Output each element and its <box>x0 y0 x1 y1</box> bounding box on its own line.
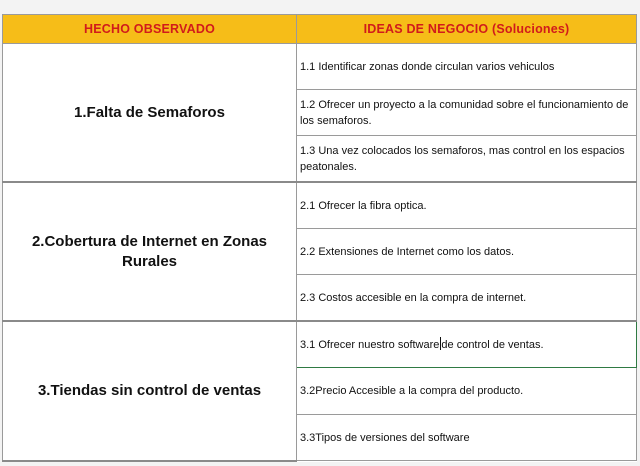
idea-3-1-text-tail: de control de ventas. <box>441 338 544 351</box>
top-margin <box>0 0 640 14</box>
idea-cell-2-2[interactable]: 2.2 Extensiones de Internet como los datos. <box>297 229 637 275</box>
business-ideas-table <box>2 14 637 462</box>
idea-cell-1-1[interactable]: 1.1 Identificar zonas donde circulan varios vehiculos <box>297 44 637 90</box>
header-business-ideas: IDEAS DE NEGOCIO (Soluciones) <box>297 15 637 44</box>
idea-cell-3-3[interactable]: 3.3Tipos de versiones del software <box>297 415 637 461</box>
idea-cell-1-2[interactable]: 1.2 Ofrecer un proyecto a la comunidad sobre el funcionamiento de los semaforos. <box>297 90 637 136</box>
header-observed-fact: HECHO OBSERVADO <box>3 15 297 44</box>
idea-cell-3-1-selected[interactable] <box>297 321 637 368</box>
table-row <box>3 321 637 368</box>
table-row <box>3 44 637 90</box>
fact-cell-3[interactable]: 3.Tiendas sin control de ventas <box>3 321 297 461</box>
table-row <box>3 182 637 229</box>
fact-cell-1[interactable]: 1.Falta de Semaforos <box>3 44 297 183</box>
fact-cell-2[interactable]: 2.Cobertura de Internet en Zonas Rurales <box>3 182 297 321</box>
table-header-row <box>3 15 637 44</box>
idea-cell-3-2[interactable]: 3.2Precio Accesible a la compra del producto. <box>297 368 637 415</box>
idea-3-1-text: 3.1 Ofrecer nuestro software <box>300 338 440 351</box>
idea-cell-1-3[interactable]: 1.3 Una vez colocados los semaforos, mas control en los espacios peatonales. <box>297 136 637 183</box>
idea-cell-2-3[interactable]: 2.3 Costos accesible en la compra de internet. <box>297 275 637 322</box>
idea-cell-2-1[interactable]: 2.1 Ofrecer la fibra optica. <box>297 182 637 229</box>
